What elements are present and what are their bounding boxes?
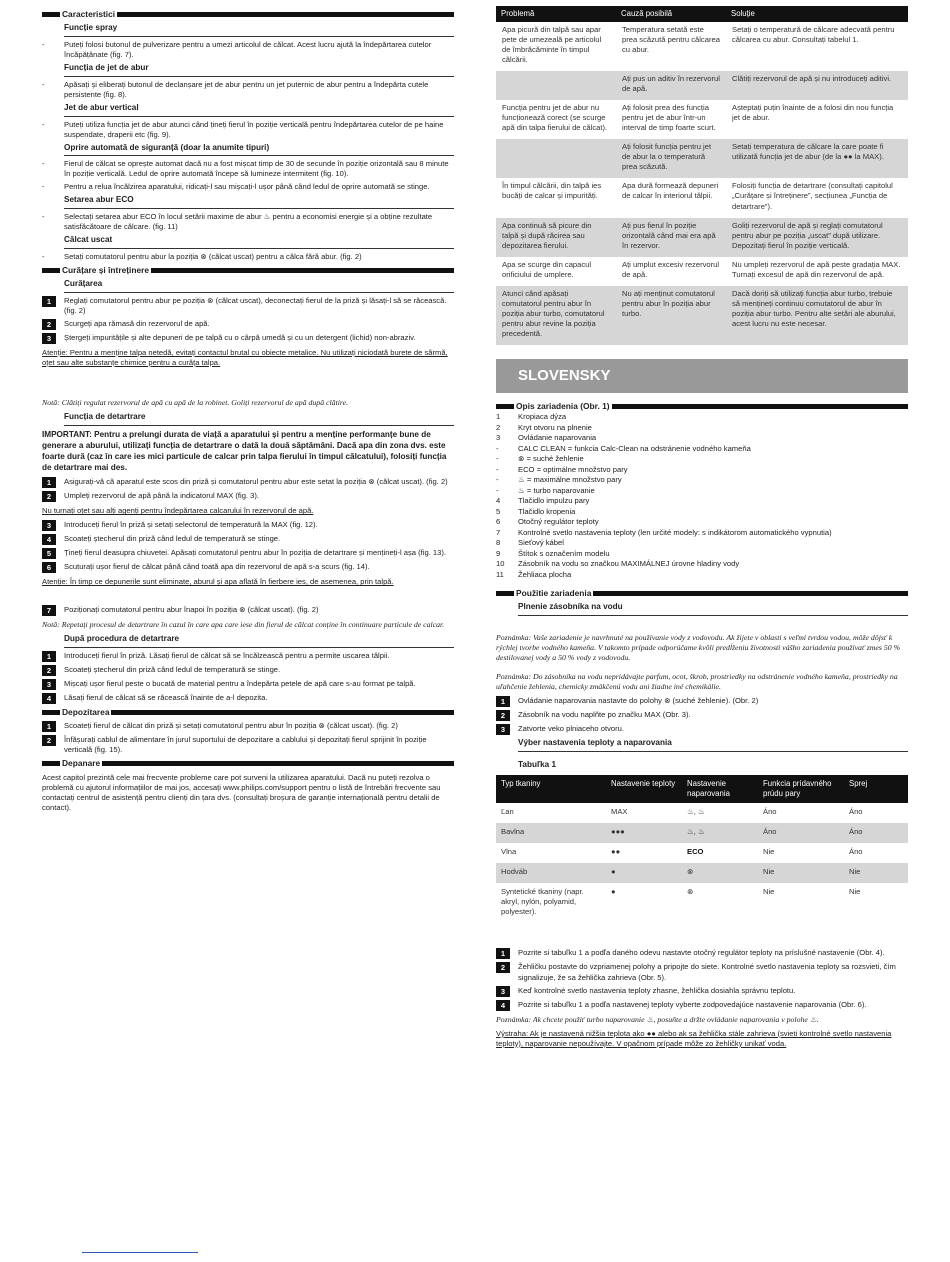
table-cell: Apa dură formează depuneri de calcar în interiorul tălpii. <box>622 181 719 201</box>
table-header: Nastavenie naparovania <box>682 775 758 804</box>
table-cell: ●●● <box>606 823 682 843</box>
table-cell: Áno <box>849 847 863 857</box>
table-cell: Apa picură din talpă sau apar pete de umezeală pe articolul de îmbrăcăminte în timpul călcării. <box>502 25 602 65</box>
table-cell: Dacă doriți să utilizați funcția abur turbo, trebuie să mențineți continuu comutatorul de abur în poziția abur turbo. Pentru alte setări ale aburului, acest lucru nu este necesar. <box>726 286 908 345</box>
table-row <box>496 22 908 71</box>
table-cell: ● <box>606 863 682 883</box>
table-row <box>496 823 908 843</box>
parts-list-item: - CALC CLEAN = funkcia Calc-Clean na odstránenie vodného kameňa <box>496 443 751 453</box>
step: 1 Reglați comutatorul pentru abur pe poziția ⊗ (călcat uscat), deconectați fierul de la priză și lăsați-l să se răcească. (fig. 2) <box>42 296 454 316</box>
table-row <box>496 218 908 257</box>
table-cell: Așteptați puțin înainte de a folosi din nou funcția jet de abur. <box>732 103 894 123</box>
table-cell: Clătiți rezervorul de apă și nu introduceți aditivi. <box>726 71 908 100</box>
table-row <box>496 178 908 217</box>
bullet: - Apăsați și eliberați butonul de declanșare jet de abur pentru un jet puternic de abur pentru a îndepărta cutele persistente (fig. 8). <box>42 79 429 99</box>
attention-text: Atenție: Pentru a menține talpa netedă, evitați contactul brutal cu obiecte metalice. Nu utilizați niciodată burete de sârmă, oțet sau alte substanțe chimice pentru a curăța talpa. <box>42 348 448 368</box>
parts-list-item: - ECO = optimálne množstvo pary <box>496 464 628 474</box>
step: 2 Zásobník na vodu naplňte po značku MAX (Obr. 3). <box>496 710 908 721</box>
bullet: - Pentru a relua încălzirea aparatului, ridicați-l sau mișcați-l ușor până când ledul de oprire automată se stinge. <box>42 182 430 192</box>
table-cell: Nie <box>844 863 908 883</box>
subheading-jet: Funcția de jet de abur <box>64 63 454 77</box>
table-cell: Apa se scurge din capacul orificiului de umplere. <box>502 259 592 279</box>
table-cell: Goliți rezervorul de apă și reglați comutatorul pentru abur pe poziția „uscat” după utilizare. Depozitați fierul în poziție verticală. <box>726 218 908 257</box>
section-heading-curatare: Curățare și întreținere <box>42 265 454 276</box>
section-heading-opis: Opis zariadenia (Obr. 1) <box>496 401 908 412</box>
table-row <box>496 843 908 863</box>
table-row <box>496 71 908 100</box>
table-row <box>496 803 908 823</box>
table-row <box>496 863 908 883</box>
section-heading-depanare: Depanare <box>42 758 454 769</box>
bullet: - Puteți utiliza funcția jet de abur atunci când țineți fierul în poziție verticală pentru îndepărtarea cutelor de pe haine suspendate, draperii etc (fig. 9). <box>42 119 444 139</box>
parts-list-item: 6 Otočný regulátor teploty <box>496 517 599 527</box>
step: 5 Țineți fierul deasupra chiuvetei. Apăsați comutatorul pentru abur în poziția de detartrare și mențineți-l așa (fig. 13). <box>42 548 454 559</box>
note-text: Poznámka: Do zásobníka na vodu nepridávajte parfum, ocot, škrob, prostriedky na odstránenie vodného kameňa, prostriedky na uľahčenie žehlenia, chemicky zmäkčenú vodu ani žiadne iné chemikálie. <box>496 671 898 691</box>
subheading-detartrare: Funcția de detartrare <box>64 412 454 426</box>
table-cell: Setați temperatura de călcare la care poate fi utilizată funcția jet de abur (de la ●● la MAX). <box>726 139 908 178</box>
table-row <box>496 883 908 923</box>
step: 2 Scurgeți apa rămasă din rezervorul de apă. <box>42 319 454 330</box>
subheading-vyber: Výber nastavenia teploty a naparovania <box>518 738 908 752</box>
table-cell: MAX <box>611 807 628 817</box>
bullet: - Selectați setarea abur ECO în locul setării maxime de abur ♨ pentru a economisi energie și a obține rezultate satisfăcătoare de călcare. (fig. 11) <box>42 212 433 232</box>
table-cell <box>496 139 616 178</box>
table-header: Funkcia prídavného prúdu pary <box>758 775 844 804</box>
section-heading-depozitarea: Depozitarea <box>42 707 454 718</box>
parts-list-item: 8 Sieťový kábel <box>496 538 564 548</box>
parts-list-item: 2 Kryt otvoru na plnenie <box>496 422 592 432</box>
step: 1 Asigurați-vă că aparatul este scos din priză și comutatorul pentru abur este setat la poziția ⊗ (călcat uscat). (fig. 2) <box>42 477 454 488</box>
step: 2 Žehličku postavte do vzpriamenej polohy a pripojte do siete. Kontrolné svetlo nastavenia teploty sa rozsvieti, čím signalizuje, že sa žehlička zahrieva (Obr. 5). <box>496 962 908 982</box>
bullet: - Fierul de călcat se oprește automat dacă nu a fost mișcat timp de 30 de secunde în poziție orizontală sau 8 minute în poziție verticală. Ledul de oprire automată începe să lumineze intermitent (fig. 10). <box>42 159 449 179</box>
warning-text: Nu turnați oțet sau alți agenți pentru îndepărtarea calcarului în rezervorul de apă. <box>42 506 314 516</box>
table-header: Sprej <box>844 775 908 804</box>
parts-list-item: 3 Ovládanie naparovania <box>496 433 597 443</box>
settings-table <box>496 775 908 924</box>
language-banner: SLOVENSKY <box>496 359 908 393</box>
note-text: Notă: Clătiți regulat rezervorul de apă cu apă de la robinet. Goliți rezervorul de apă după clătire. <box>42 398 349 408</box>
parts-list-item: - ♨ = maximálne množstvo pary <box>496 475 622 485</box>
step: 3 Zatvorte veko plniaceho otvoru. <box>496 724 908 735</box>
note-text: Notă: Repetați procesul de detartrare în cazul în care apa care iese din fierul de călcat conține în continuare particule de calcar. <box>42 619 445 629</box>
step: 4 Lăsați fierul de călcat să se răcească înainte de a-l depozita. <box>42 693 454 704</box>
table-row <box>496 139 908 178</box>
table-cell: Funcția pentru jet de abur nu funcționează corect (se scurge apă din talpa fierului de călcat). <box>502 103 608 133</box>
table-cell: Nu ați menținut comutatorul pentru abur în poziția abur turbo. <box>616 286 726 345</box>
table-cell: Nie <box>763 887 775 897</box>
table-title: Tabuľka 1 <box>518 759 557 769</box>
section-heading-pouzitie: Použitie zariadenia <box>496 588 908 599</box>
parts-list-item: 7 Kontrolné svetlo nastavenia teploty (len určité modely: s indikátorom automatického vypnutia) <box>496 527 832 537</box>
bullet: - Setați comutatorul pentru abur la poziția ⊗ (călcat uscat) pentru a călca fără abur. (fig. 2) <box>42 252 362 262</box>
table-cell: Hodváb <box>496 863 606 883</box>
table-cell: Syntetické tkaniny (napr. akryl, nylón, polyamid, polyester). <box>501 887 584 917</box>
subheading-curatarea: Curățarea <box>64 279 454 293</box>
step: 2 Umpleți rezervorul de apă până la indicatorul MAX (fig. 3). <box>42 491 454 502</box>
subheading-dry: Călcat uscat <box>64 235 454 249</box>
table-cell: Nie <box>849 887 861 897</box>
step: 3 Keď kontrolné svetlo nastavenia teploty zhasne, žehlička dosiahla správnu teplotu. <box>496 986 908 997</box>
table-cell: Áno <box>758 823 844 843</box>
table-cell: Vlna <box>501 847 517 857</box>
troubleshooting-intro: Acest capitol prezintă cele mai frecvente probleme care pot surveni la utilizarea aparatului. Dacă nu puteți rezolva o problemă cu ajutorul informațiilor de mai jos, accesați www.philips.com/support pentru o listă de întrebări frecvente sau contactați centrul de asistență pentru clienți din țara dvs. (consultați broșura de garanție internațională pentru detalii de contact). <box>42 772 441 812</box>
table-cell: Bavlna <box>496 823 606 843</box>
table-cell: ♨, ♨ <box>682 823 758 843</box>
troubleshooting-table <box>496 6 908 345</box>
step: 2 Scoateți ștecherul din priză când ledul de temperatură se stinge. <box>42 665 454 676</box>
table-cell: ECO <box>687 847 704 857</box>
parts-list-item: 10 Zásobník na vodu so značkou MAXIMÁLNEJ úrovne hladiny vody <box>496 559 740 569</box>
table-cell: Áno <box>763 807 777 817</box>
subheading-after-decalc: După procedura de detartrare <box>64 634 454 648</box>
note-text: Poznámka: Ak chcete použiť turbo naparovanie ♨, posuňte a držte ovládanie naparovania v polohe ♨. <box>496 1014 819 1024</box>
important-text: IMPORTANT: Pentru a prelungi durata de viață a aparatului și pentru a menține performanțe bune de generare a aburului, utilizați funcția de detartrare o dată la două săptămâni. Dacă apa din zona dvs. este foarte dură (caz în care ies mici particule de calcar prin talpa fierului în timpul călcatului), folosiți funcția de detartrare mai des. <box>42 430 447 472</box>
table-row <box>496 257 908 286</box>
parts-list <box>496 412 908 580</box>
table-row <box>496 286 908 345</box>
table-cell: Setați o temperatură de călcare adecvată pentru călcarea cu abur. Consultați tabelul 1. <box>732 25 895 45</box>
step: 7 Poziționați comutatorul pentru abur înapoi în poziția ⊗ (călcat uscat). (fig. 2) <box>42 605 454 616</box>
table-header: Typ tkaniny <box>496 775 606 804</box>
note-text: Poznámka: Vaše zariadenie je navrhnuté na používanie vody z vodovodu. Ak žijete v oblasti s veľmi tvrdou vodou, môže dôjsť k rýchlej tvorbe vodného kameňa. V takomto prípade odporúčame kvôli predĺženiu životnosti vášho zariadenia používať zmes 50 % destilovanej vody a 50 % vody z vodovodu. <box>496 632 901 663</box>
table-cell <box>496 71 616 100</box>
table-header: Problemă <box>496 6 616 22</box>
right-column <box>496 6 908 1053</box>
table-row <box>496 100 908 139</box>
step: 3 Mișcați ușor fierul peste o bucată de material pentru a îndepărta petele de apă care s-au format pe talpă. <box>42 679 454 690</box>
step: 6 Scuturați ușor fierul de călcat până când toată apa din rezervorul de apă s-a scurs (fig. 14). <box>42 562 454 573</box>
parts-list-item: 1 Kropiaca dýza <box>496 412 567 422</box>
step: 1 Pozrite si tabuľku 1 a podľa daného odevu nastavte otočný regulátor teploty na príslušné nastavenie (Obr. 4). <box>496 948 908 959</box>
table-cell: Áno <box>844 823 908 843</box>
subheading-vertical: Jet de abur vertical <box>64 103 454 117</box>
step: 4 Scoateți ștecherul din priză când ledul de temperatură se stinge. <box>42 534 454 545</box>
table-header: Cauză posibilă <box>616 6 726 22</box>
step: 3 Ștergeți impuritățile și alte depuneri de pe talpă cu o cârpă umedă și cu un detergent (lichid) non-abraziv. <box>42 333 454 344</box>
step: 1 Ovládanie naparovania nastavte do polohy ⊗ (suché žehlenie). (Obr. 2) <box>496 696 908 707</box>
attention-text: Atenție: În timp ce depunerile sunt eliminate, aburul și apa aflată în fierbere ies, de asemenea, prin talpă. <box>42 577 394 587</box>
table-cell: Nie <box>758 863 844 883</box>
parts-list-item: 11 Žehliaca plocha <box>496 569 572 579</box>
step: 4 Pozrite si tabuľku 1 a podľa nastavenej teploty vyberte zodpovedajúce nastavenie naparovania (Obr. 6). <box>496 1000 908 1011</box>
table-cell: Ați folosit funcția pentru jet de abur la o temperatură prea scăzută. <box>616 139 726 178</box>
bullet: - Puteți folosi butonul de pulverizare pentru a umezi articolul de călcat. Acest lucru ajută la îndepărtarea cutelor încăpățânate (fig. 7). <box>42 39 432 59</box>
parts-list-item: 9 Štítok s označením modelu <box>496 548 610 558</box>
section-heading-caracteristici: Caracteristici <box>42 9 454 20</box>
subheading-auto-off: Oprire automată de siguranță (doar la anumite tipuri) <box>64 143 454 157</box>
table-cell: Folosiți funcția de detartrare (consultați capitolul „Curățare și întreținere”, secțiunea „Funcția de detartrare”). <box>732 181 893 211</box>
step: 3 Introduceți fierul în priză și setați selectorul de temperatură la MAX (fig. 12). <box>42 520 454 531</box>
table-cell: Ľan <box>501 807 514 817</box>
parts-list-item: 4 Tlačidlo impulzu pary <box>496 496 590 506</box>
subheading-plnenie: Plnenie zásobníka na vodu <box>518 602 908 616</box>
table-cell: Ați umplut excesiv rezervorul de apă. <box>622 259 720 279</box>
warning-text: Výstraha: Ak je nastavená nižšia teplota ako ●● alebo ak sa žehlička stále zahrieva (svieti kontrolné svetlo nastavenia teploty), naparovanie nepoužívajte. V opačnom prípade môže zo žehličky unikať voda. <box>496 1028 892 1048</box>
subheading-eco: Setarea abur ECO <box>64 195 454 209</box>
step: 1 Scoateți fierul de călcat din priză și setați comutatorul pentru abur în poziția ⊗ (călcat uscat). (fig. 2) <box>42 721 454 732</box>
parts-list-item: - ⊗ = suché žehlenie <box>496 454 584 464</box>
parts-list-item: 5 Tlačidlo kropenia <box>496 506 576 516</box>
subheading-spray: Funcție spray <box>64 23 454 37</box>
left-column <box>42 6 454 817</box>
table-header: Soluție <box>726 6 908 22</box>
table-cell: ⊗ <box>687 887 694 897</box>
table-cell: Temperatura setată este prea scăzută pentru călcarea cu abur. <box>622 25 720 55</box>
table-header: Nastavenie teploty <box>606 775 682 804</box>
step: 2 Înfășurați cablul de alimentare în jurul suportului de depozitare a cablului și depozitați fierul sprijinit în poziție verticală (fig. 15). <box>42 735 454 755</box>
table-cell: Apa continuă să picure din talpă și după răcirea sau depozitarea fierului. <box>496 218 616 257</box>
table-cell: În timpul călcării, din talpă ies bucăți de calcar și impurități. <box>502 181 602 201</box>
table-cell: ⊗ <box>682 863 758 883</box>
table-cell: Nie <box>763 847 775 857</box>
table-cell: Nu umpleți rezervorul de apă peste gradația MAX. Turnați excesul de apă din rezervorul de apă. <box>732 259 901 279</box>
table-cell: ♨, ♨ <box>687 807 705 817</box>
table-cell: ●● <box>611 847 621 857</box>
table-cell: Atunci când apăsați comutatorul pentru abur în poziția abur turbo, comutatorul pentru abur revine la poziția precedentă. <box>496 286 616 345</box>
footer-rule <box>82 1252 198 1253</box>
table-cell: Ați folosit prea des funcția pentru jet de abur într-un interval de timp foarte scurt. <box>622 103 716 133</box>
table-cell: Ați pus fierul în poziție orizontală când mai era apă în rezervor. <box>616 218 726 257</box>
step: 1 Introduceți fierul în priză. Lăsați fierul de călcat să se încălzească pentru a permite uscarea tălpii. <box>42 651 454 662</box>
table-cell: ● <box>611 887 616 897</box>
table-cell: Áno <box>849 807 863 817</box>
parts-list-item: - ♨ = turbo naparovanie <box>496 485 595 495</box>
table-cell: Ați pus un aditiv în rezervorul de apă. <box>616 71 726 100</box>
